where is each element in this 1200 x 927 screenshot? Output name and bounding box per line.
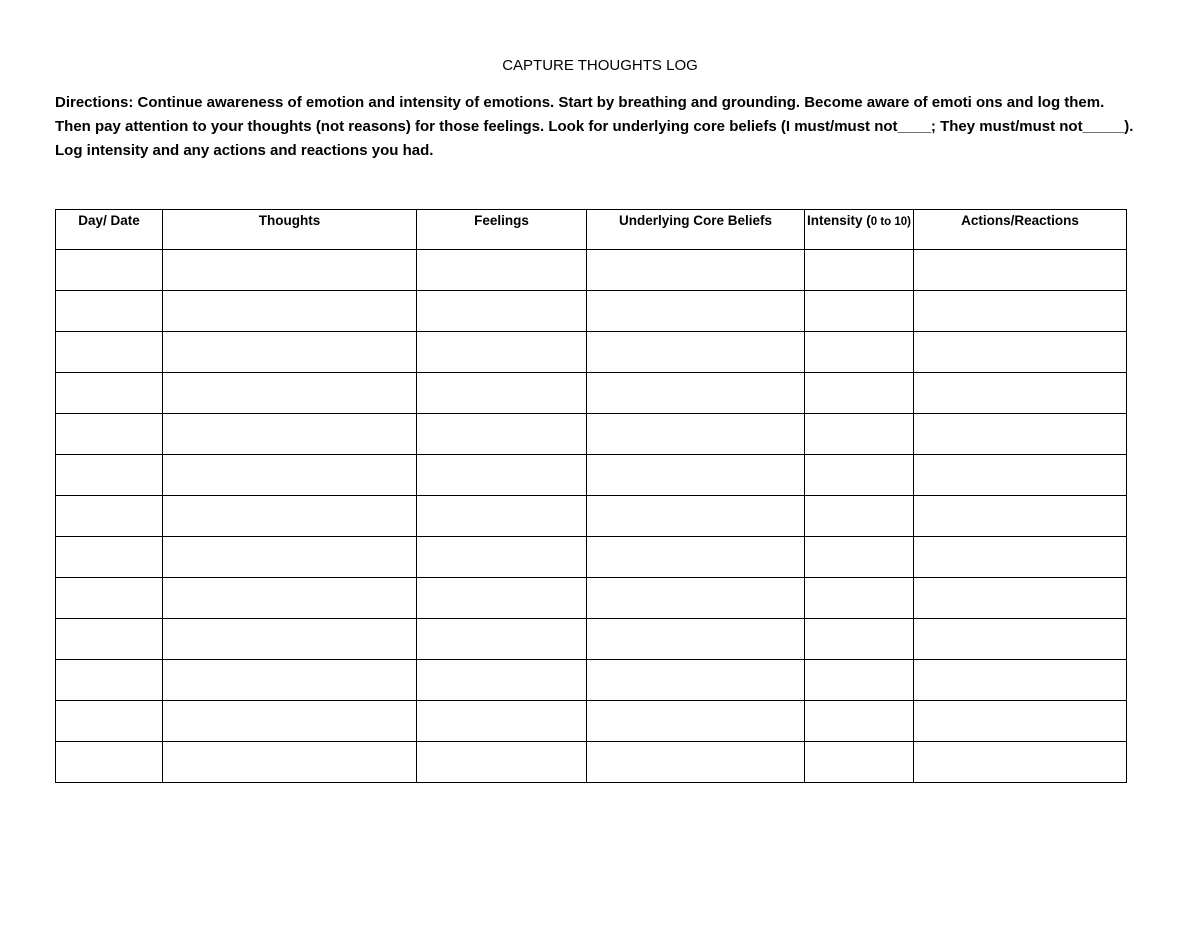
cell-day-date[interactable]: [56, 537, 163, 578]
cell-thoughts[interactable]: [163, 578, 417, 619]
cell-core-beliefs[interactable]: [587, 701, 805, 742]
cell-thoughts[interactable]: [163, 742, 417, 783]
cell-day-date[interactable]: [56, 578, 163, 619]
cell-thoughts[interactable]: [163, 496, 417, 537]
cell-intensity[interactable]: [805, 496, 914, 537]
cell-feelings[interactable]: [417, 291, 587, 332]
header-feelings: Feelings: [417, 210, 587, 250]
cell-feelings[interactable]: [417, 660, 587, 701]
cell-actions-reactions[interactable]: [914, 537, 1127, 578]
cell-actions-reactions[interactable]: [914, 332, 1127, 373]
cell-feelings[interactable]: [417, 742, 587, 783]
cell-core-beliefs[interactable]: [587, 373, 805, 414]
cell-day-date[interactable]: [56, 660, 163, 701]
cell-actions-reactions[interactable]: [914, 496, 1127, 537]
header-intensity-label: Intensity (: [806, 213, 871, 228]
cell-feelings[interactable]: [417, 701, 587, 742]
cell-core-beliefs[interactable]: [587, 742, 805, 783]
cell-intensity[interactable]: [805, 291, 914, 332]
cell-day-date[interactable]: [56, 701, 163, 742]
cell-day-date[interactable]: [56, 373, 163, 414]
directions-text: Directions: Continue awareness of emotion and intensity of emotions. Start by breathing and grounding. Become aware of emoti ons and log them. Then pay attention to your thoughts (not reasons) for those feelings. Look for underlying core beliefs (I must/must not____; They must/must not_____). Log intensity and any actions and reactions you had.: [55, 94, 1134, 159]
table-row: [56, 619, 1127, 660]
cell-intensity[interactable]: [805, 373, 914, 414]
cell-feelings[interactable]: [417, 578, 587, 619]
cell-actions-reactions[interactable]: [914, 619, 1127, 660]
cell-core-beliefs[interactable]: [587, 414, 805, 455]
cell-day-date[interactable]: [56, 332, 163, 373]
header-core-beliefs: Underlying Core Beliefs: [587, 210, 805, 250]
cell-feelings[interactable]: [417, 496, 587, 537]
cell-day-date[interactable]: [56, 496, 163, 537]
cell-actions-reactions[interactable]: [914, 414, 1127, 455]
header-intensity: [805, 210, 914, 250]
cell-intensity[interactable]: [805, 332, 914, 373]
cell-core-beliefs[interactable]: [587, 537, 805, 578]
table-row: [56, 537, 1127, 578]
cell-feelings[interactable]: [417, 619, 587, 660]
cell-day-date[interactable]: [56, 619, 163, 660]
header-intensity-range: 0 to 10): [870, 216, 912, 228]
cell-thoughts[interactable]: [163, 701, 417, 742]
cell-thoughts[interactable]: [163, 660, 417, 701]
cell-day-date[interactable]: [56, 742, 163, 783]
cell-intensity[interactable]: [805, 701, 914, 742]
cell-day-date[interactable]: [56, 414, 163, 455]
cell-thoughts[interactable]: [163, 373, 417, 414]
cell-actions-reactions[interactable]: [914, 660, 1127, 701]
table-row: [56, 742, 1127, 783]
cell-thoughts[interactable]: [163, 414, 417, 455]
cell-day-date[interactable]: [56, 455, 163, 496]
cell-core-beliefs[interactable]: [587, 250, 805, 291]
cell-day-date[interactable]: [56, 291, 163, 332]
cell-intensity[interactable]: [805, 455, 914, 496]
document-title: CAPTURE THOUGHTS LOG: [502, 57, 698, 74]
table-row: [56, 578, 1127, 619]
cell-actions-reactions[interactable]: [914, 455, 1127, 496]
cell-intensity[interactable]: [805, 537, 914, 578]
header-thoughts: Thoughts: [163, 210, 417, 250]
cell-actions-reactions[interactable]: [914, 250, 1127, 291]
cell-feelings[interactable]: [417, 455, 587, 496]
cell-actions-reactions[interactable]: [914, 578, 1127, 619]
cell-actions-reactions[interactable]: [914, 291, 1127, 332]
cell-day-date[interactable]: [56, 250, 163, 291]
cell-core-beliefs[interactable]: [587, 619, 805, 660]
cell-feelings[interactable]: [417, 332, 587, 373]
cell-thoughts[interactable]: [163, 291, 417, 332]
cell-thoughts[interactable]: [163, 332, 417, 373]
cell-feelings[interactable]: [417, 537, 587, 578]
cell-feelings[interactable]: [417, 373, 587, 414]
cell-feelings[interactable]: [417, 414, 587, 455]
cell-core-beliefs[interactable]: [587, 660, 805, 701]
cell-intensity[interactable]: [805, 619, 914, 660]
cell-actions-reactions[interactable]: [914, 701, 1127, 742]
table-row: [56, 332, 1127, 373]
table-body: [56, 250, 1127, 783]
cell-intensity[interactable]: [805, 742, 914, 783]
table-header-row: [56, 210, 1127, 250]
header-day-date: Day/ Date: [56, 210, 163, 250]
cell-intensity[interactable]: [805, 660, 914, 701]
cell-core-beliefs[interactable]: [587, 291, 805, 332]
cell-actions-reactions[interactable]: [914, 742, 1127, 783]
cell-intensity[interactable]: [805, 578, 914, 619]
cell-intensity[interactable]: [805, 250, 914, 291]
thoughts-log-table: [55, 209, 1127, 783]
table-row: [56, 414, 1127, 455]
cell-core-beliefs[interactable]: [587, 455, 805, 496]
cell-actions-reactions[interactable]: [914, 373, 1127, 414]
cell-thoughts[interactable]: [163, 455, 417, 496]
cell-thoughts[interactable]: [163, 537, 417, 578]
cell-core-beliefs[interactable]: [587, 332, 805, 373]
table-row: [56, 701, 1127, 742]
cell-core-beliefs[interactable]: [587, 578, 805, 619]
table-row: [56, 455, 1127, 496]
header-actions-reactions: Actions/Reactions: [914, 210, 1127, 250]
cell-thoughts[interactable]: [163, 619, 417, 660]
cell-feelings[interactable]: [417, 250, 587, 291]
table-row: [56, 373, 1127, 414]
table-row: [56, 250, 1127, 291]
cell-core-beliefs[interactable]: [587, 496, 805, 537]
cell-thoughts[interactable]: [163, 250, 417, 291]
table-row: [56, 496, 1127, 537]
table-row: [56, 291, 1127, 332]
cell-intensity[interactable]: [805, 414, 914, 455]
table-row: [56, 660, 1127, 701]
